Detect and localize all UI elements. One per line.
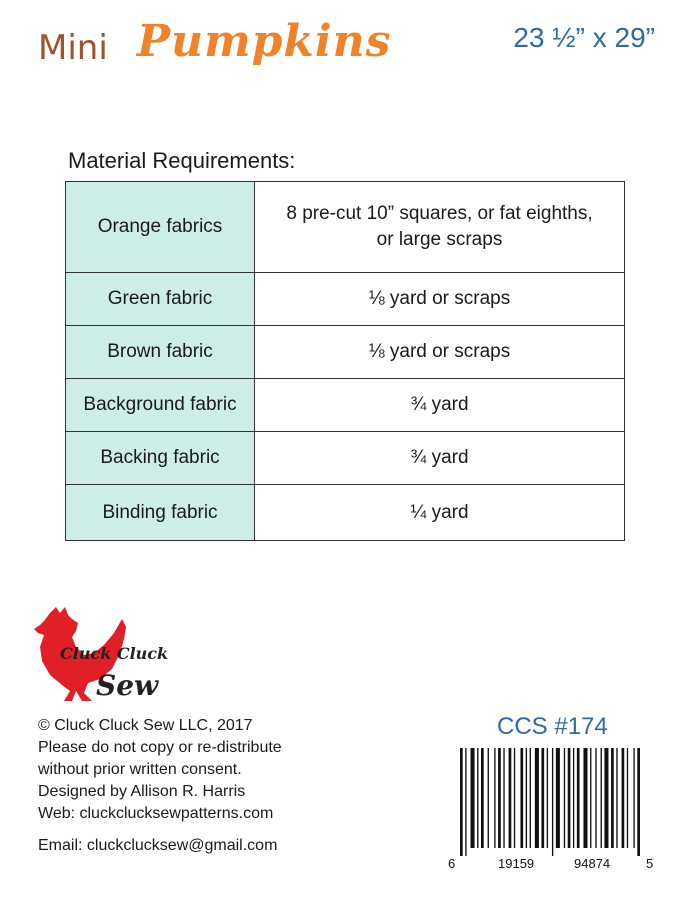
material-amount: ¾ yard bbox=[255, 432, 625, 485]
material-item: Orange fabrics bbox=[66, 182, 255, 273]
barcode-bar bbox=[577, 748, 580, 848]
barcode-digit: 19159 bbox=[498, 856, 535, 871]
material-amount: ⅛ yard or scraps bbox=[255, 326, 625, 379]
material-item: Green fabric bbox=[66, 273, 255, 326]
barcode-bar bbox=[633, 748, 634, 848]
material-amount bbox=[255, 182, 625, 273]
product-code: CCS #174 bbox=[497, 713, 608, 740]
barcode-bar bbox=[520, 748, 523, 848]
notice-text: Please do not copy or re-distribute bbox=[38, 739, 282, 756]
barcode-bar bbox=[465, 748, 466, 856]
amount-line: 8 pre-cut 10” squares, or fat eighths, bbox=[286, 203, 593, 224]
barcode-digit: 94874 bbox=[574, 856, 611, 871]
barcode-bar bbox=[616, 748, 617, 848]
finished-size: 23 ½” x 29” bbox=[513, 22, 655, 53]
publisher-info bbox=[38, 715, 282, 857]
logo-text-sew: Sew bbox=[96, 669, 159, 702]
notice-text: without prior written consent. bbox=[38, 761, 242, 778]
email-text: Email: cluckclucksew@gmail.com bbox=[38, 837, 278, 854]
table-row bbox=[66, 432, 625, 485]
barcode-bar bbox=[481, 748, 484, 848]
barcode-bar bbox=[573, 748, 574, 848]
material-item: Backing fabric bbox=[66, 432, 255, 485]
barcode-bar bbox=[604, 748, 608, 848]
material-amount: ⅛ yard or scraps bbox=[255, 273, 625, 326]
materials-heading: Material Requirements: bbox=[68, 148, 296, 173]
barcode-digit: 6 bbox=[448, 856, 456, 871]
logo-text-cluck: Cluck Cluck bbox=[60, 644, 169, 663]
barcode-bar bbox=[503, 748, 504, 848]
barcode-bar bbox=[637, 748, 640, 856]
table-row bbox=[66, 379, 625, 432]
title-pumpkins: Pumpkins bbox=[137, 16, 392, 67]
barcode-bar bbox=[526, 748, 527, 848]
material-item: Background fabric bbox=[66, 379, 255, 432]
barcode-digit: 5 bbox=[646, 856, 654, 871]
barcode-bar bbox=[471, 748, 475, 848]
barcode-bar bbox=[494, 748, 495, 848]
materials-table bbox=[65, 181, 625, 541]
material-amount: ¾ yard bbox=[255, 379, 625, 432]
cluck-cluck-sew-logo bbox=[32, 605, 182, 710]
barcode bbox=[446, 748, 656, 878]
barcode-bar bbox=[530, 748, 531, 848]
designer-text: Designed by Allison R. Harris bbox=[38, 783, 246, 800]
barcode-bar bbox=[535, 748, 539, 848]
website-text: Web: cluckclucksewpatterns.com bbox=[38, 805, 274, 822]
barcode-bar bbox=[622, 748, 625, 848]
material-amount: ¼ yard bbox=[255, 485, 625, 541]
barcode-bar bbox=[552, 748, 553, 856]
barcode-bar bbox=[595, 748, 596, 848]
title-mini: Mini bbox=[38, 28, 108, 68]
barcode-bar bbox=[509, 748, 512, 848]
material-item: Brown fabric bbox=[66, 326, 255, 379]
barcode-bar bbox=[541, 748, 544, 848]
table-row bbox=[66, 273, 625, 326]
copyright-text: © Cluck Cluck Sew LLC, 2017 bbox=[38, 717, 253, 734]
barcode-bar bbox=[498, 748, 501, 848]
table-row bbox=[66, 485, 625, 541]
barcode-bar bbox=[590, 748, 591, 848]
barcode-bar bbox=[583, 748, 587, 848]
barcode-bar bbox=[460, 748, 463, 856]
material-item: Binding fabric bbox=[66, 485, 255, 541]
barcode-bar bbox=[601, 748, 602, 848]
amount-line: or large scraps bbox=[376, 229, 503, 250]
barcode-bar bbox=[477, 748, 478, 848]
barcode-bars bbox=[446, 748, 656, 856]
table-row bbox=[66, 326, 625, 379]
barcode-bar bbox=[514, 748, 515, 848]
barcode-bar bbox=[547, 748, 548, 848]
barcode-bar bbox=[556, 748, 560, 848]
barcode-bar bbox=[627, 748, 628, 848]
barcode-bar bbox=[611, 748, 614, 848]
barcode-bar bbox=[488, 748, 489, 848]
table-row bbox=[66, 182, 625, 273]
barcode-bar bbox=[564, 748, 565, 848]
barcode-bar bbox=[568, 748, 571, 848]
